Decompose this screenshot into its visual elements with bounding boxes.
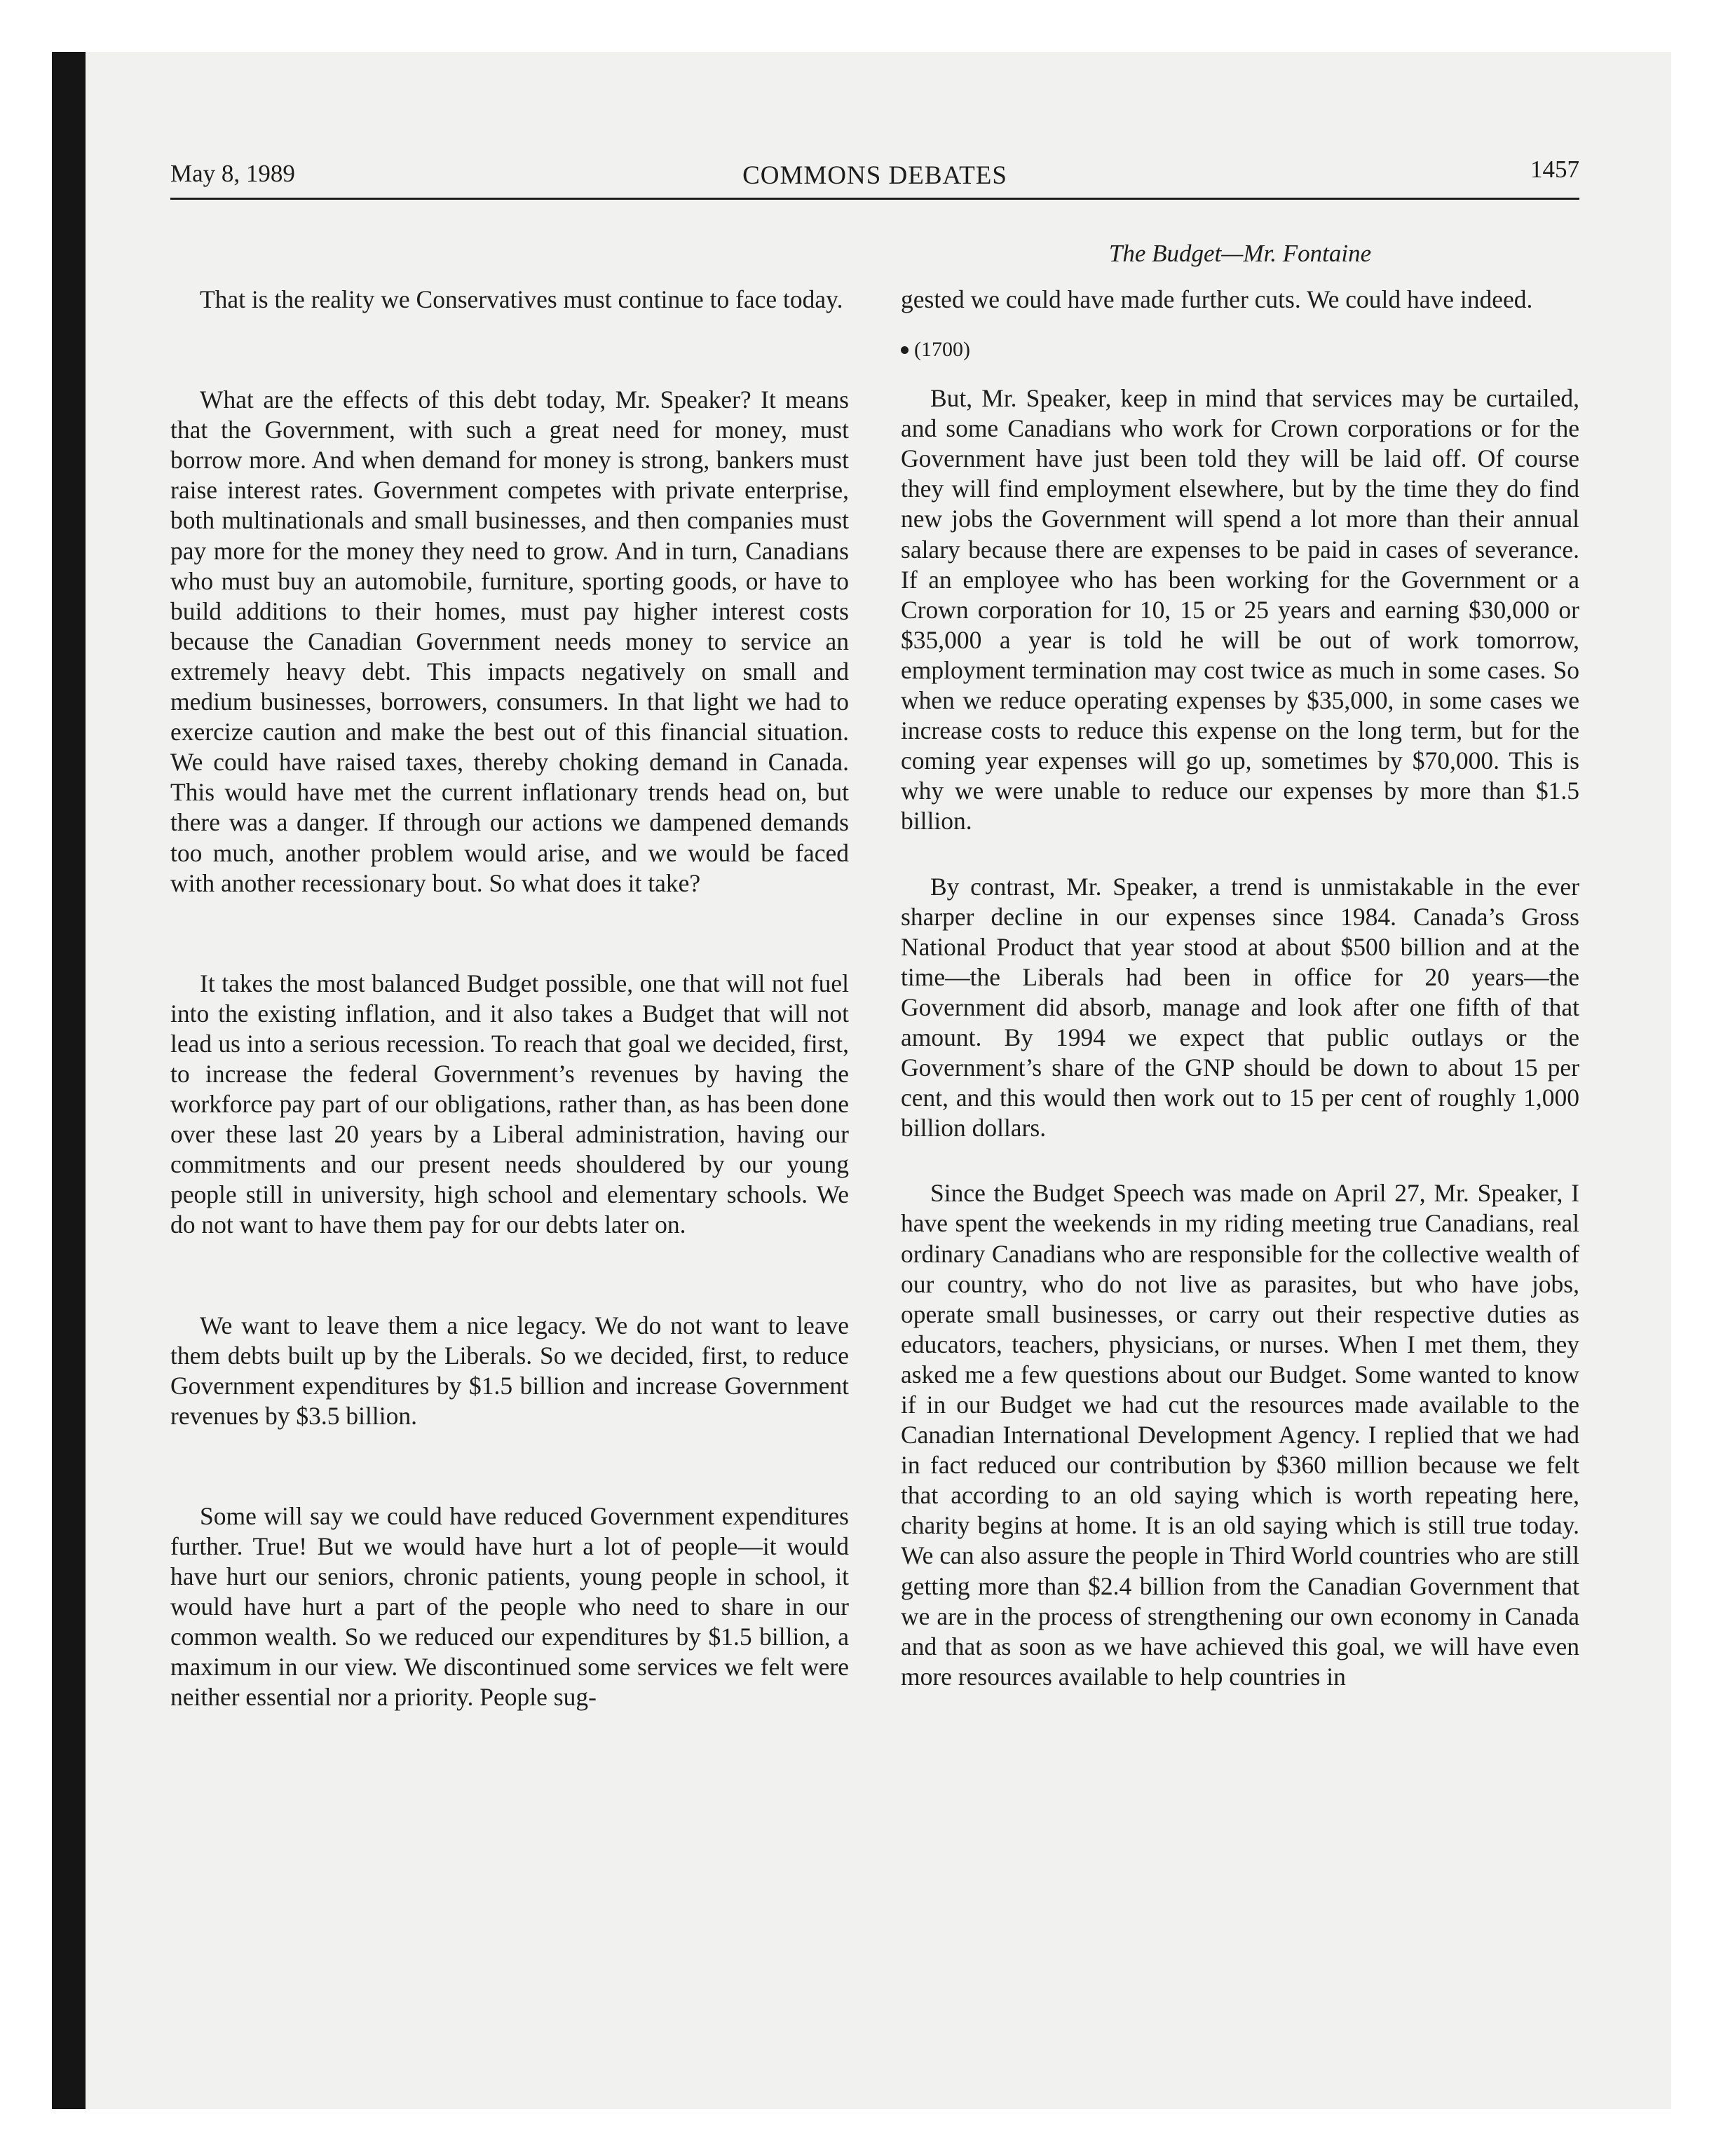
left-paragraph-4: We want to leave them a nice legacy. We do not want to leave them debts built up by the Liberals. So we decided, first, to reduce Government expenditures by $1.5 billion and increase Government revenues by $3.5 billion. <box>170 1311 849 1430</box>
time-marker-label: (1700) <box>914 338 970 362</box>
right-paragraph-2: By contrast, Mr. Speaker, a trend is unmistakable in the ever sharper decline in our expenses since 1984. Canada’s Gross National Product that year stood at about $500 billion and at the time—the Liberals had been in office for 20 years—the Government did absorb, manage and look after one fifth of that amount. By 1994 we expect that public outlays or the Government’s share of the GNP should be down to about 15 per cent, and this would then work out to 15 per cent of roughly 1,000 billion dollars. <box>901 872 1579 1142</box>
running-header <box>170 156 1579 199</box>
left-column <box>170 285 849 1713</box>
scan-binding-edge <box>52 52 86 2109</box>
time-marker <box>901 336 1579 364</box>
left-paragraph-1: That is the reality we Conservatives must continue to face today. <box>200 285 843 313</box>
left-paragraph-3: It takes the most balanced Budget possible, one that will not fuel into the existing inflation, and it also takes a Budget that will not lead us into a serious recession. To reach that goal we decided, first, to increase the federal Government’s revenues by having the workforce pay part of our obligations, rather than, as has been done over these last 20 years by a Liberal administration, having our commitments and our present needs shouldered by our young people still in university, high school and elementary schools. We do not want to have them pay for our debts later on. <box>170 969 849 1239</box>
header-date: May 8, 1989 <box>170 160 295 187</box>
right-paragraph-1: But, Mr. Speaker, keep in mind that services may be curtailed, and some Canadians who work for Crown corporations or for the Government have just been told they will be laid off. Of course they will find employment elsewhere, but by the time they do find new jobs the Government will spend a lot more than their annual salary because there are expenses to be paid in cases of severance. If an employee who has been working for the Government or a Crown corporation for 10, 15 or 25 years and earning $30,000 or $35,000 a year is told he will be out of work tomorrow, employment termination may cost twice as much in some cases. So when we reduce operating expenses by $35,000, in some cases we increase costs to reduce this expense on the long term, but for the coming year expenses will go up, sometimes by $70,000. This is why we were unable to reduce our expenses by more than $1.5 billion. <box>901 384 1579 835</box>
header-journal-title: COMMONS DEBATES <box>742 161 1007 190</box>
right-continuation: gested we could have made further cuts. We could have indeed. <box>901 285 1533 313</box>
bullet-icon <box>901 346 909 354</box>
header-page-number: 1457 <box>1530 156 1579 183</box>
right-paragraph-3: Since the Budget Speech was made on April 27, Mr. Speaker, I have spent the weekends in my riding meeting true Canadians, real ordinary Canadians who are responsible for the collective wealth of our country, who do not live as parasites, but who have jobs, operate small businesses, or carry out their respective duties as educators, teachers, physicians, or nurses. When I met them, they asked me a few questions about our Budget. Some wanted to know if in our Budget we had cut the resources made available to the Canadian International Development Agency. I replied that we had in fact reduced our contribution by $360 million because we felt that according to an old saying which is worth repeating here, charity begins at home. It is an old saying which is still true today. We can also assure the people in Third World countries who are still getting more than $2.4 billion from the Canadian Government that we are in the process of strengthening our own economy in Canada and that as soon as we have achieved this goal, we will have even more resources available to help countries in <box>901 1179 1579 1691</box>
section-heading: The Budget—Mr. Fontaine <box>1108 240 1372 267</box>
header-rule <box>170 198 1579 200</box>
left-paragraph-5: Some will say we could have reduced Government expenditures further. True! But we would have hurt a lot of people—it would have hurt our seniors, chronic patients, young people in school, it would have hurt a part of the people who need to share in our common wealth. So we reduced our expenditures by $1.5 billion, a maximum in our view. We discontinued some services we felt were neither essential nor a priority. People sug- <box>170 1501 849 1712</box>
right-column <box>901 285 1579 1692</box>
left-paragraph-2: What are the effects of this debt today, Mr. Speaker? It means that the Government, with such a great need for money, must borrow more. And when demand for money is strong, bankers must raise interest rates. Government competes with private enterprise, both multinationals and small businesses, and then companies must pay more for the money they need to grow. And in turn, Canadians who must buy an automobile, furniture, sporting goods, or have to build additions to their homes, must pay higher interest costs because the Canadian Government needs money to service an extremely heavy debt. This impacts negatively on small and medium businesses, borrowers, consumers. In that light we had to exercize caution and make the best out of this financial situation. We could have raised taxes, thereby choking demand in Canada. This would have met the current inflationary trends head on, but there was a danger. If through our actions we dampened demands too much, another problem would arise, and we would be faced with another recessionary bout. So what does it take? <box>170 386 849 897</box>
